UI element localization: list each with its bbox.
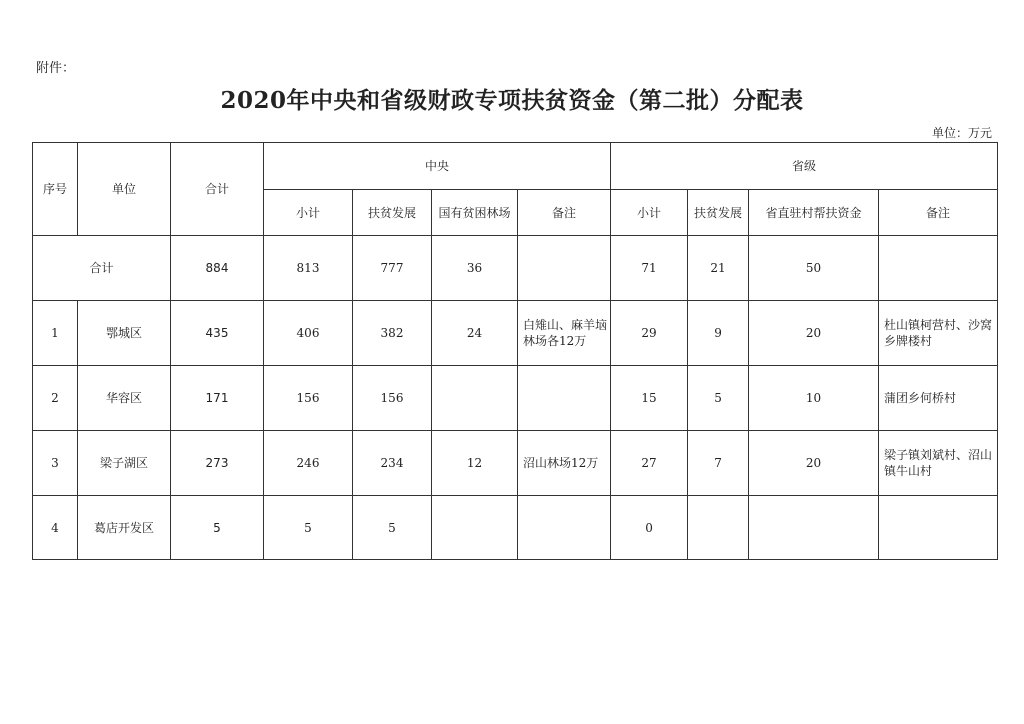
- table-row: [33, 431, 998, 496]
- row-seq: 3: [33, 431, 78, 496]
- row-provincial-subtotal: 29: [611, 301, 688, 366]
- row-central-forest: 24: [432, 301, 518, 366]
- header-total: 合计: [171, 143, 264, 236]
- row-central-forest: [432, 496, 518, 560]
- row-seq: 4: [33, 496, 78, 560]
- row-unit: 葛店开发区: [78, 496, 171, 560]
- row-unit: 华容区: [78, 366, 171, 431]
- row-central-subtotal: 406: [264, 301, 353, 366]
- total-row-provincial-dev: 21: [688, 236, 749, 301]
- row-provincial-village: 20: [749, 431, 879, 496]
- row-central-forest: 12: [432, 431, 518, 496]
- row-provincial-subtotal: 0: [611, 496, 688, 560]
- row-provincial-note: 蒲团乡何桥村: [879, 366, 998, 431]
- row-central-dev: 5: [353, 496, 432, 560]
- row-unit: 鄂城区: [78, 301, 171, 366]
- total-row-central-subtotal: 813: [264, 236, 353, 301]
- total-row-central-note: [518, 236, 611, 301]
- row-total: 435: [171, 301, 264, 366]
- row-central-note: 沼山林场12万: [518, 431, 611, 496]
- allocation-table: [32, 142, 998, 560]
- header-central-note: 备注: [518, 190, 611, 236]
- row-central-note: 白雉山、麻羊垴林场各12万: [518, 301, 611, 366]
- row-total: 5: [171, 496, 264, 560]
- row-provincial-note: 杜山镇柯营村、沙窝乡牌楼村: [879, 301, 998, 366]
- total-row-total: 884: [171, 236, 264, 301]
- header-provincial-note: 备注: [879, 190, 998, 236]
- header-unit: 单位: [78, 143, 171, 236]
- row-total: 171: [171, 366, 264, 431]
- row-unit: 梁子湖区: [78, 431, 171, 496]
- header-central-subtotal: 小计: [264, 190, 353, 236]
- row-provincial-village: 10: [749, 366, 879, 431]
- row-provincial-dev: 7: [688, 431, 749, 496]
- row-provincial-subtotal: 15: [611, 366, 688, 431]
- row-provincial-dev: 5: [688, 366, 749, 431]
- table-row: [33, 496, 998, 560]
- header-provincial: 省级: [611, 143, 998, 190]
- row-provincial-dev: 9: [688, 301, 749, 366]
- header-central: 中央: [264, 143, 611, 190]
- header-row-1: [33, 143, 998, 190]
- header-seq: 序号: [33, 143, 78, 236]
- row-central-dev: 234: [353, 431, 432, 496]
- attachment-label: 附件：: [36, 61, 76, 76]
- row-central-subtotal: 5: [264, 496, 353, 560]
- total-row-provincial-note: [879, 236, 998, 301]
- row-central-subtotal: 156: [264, 366, 353, 431]
- row-central-subtotal: 246: [264, 431, 353, 496]
- header-provincial-subtotal: 小计: [611, 190, 688, 236]
- row-seq: 1: [33, 301, 78, 366]
- total-row-provincial-subtotal: 71: [611, 236, 688, 301]
- total-row-label: 合计: [33, 236, 171, 301]
- row-provincial-village: 20: [749, 301, 879, 366]
- total-row: [33, 236, 998, 301]
- row-provincial-note: 梁子镇刘斌村、沼山镇牛山村: [879, 431, 998, 496]
- row-central-note: [518, 496, 611, 560]
- header-central-forest: 国有贫困林场: [432, 190, 518, 236]
- header-provincial-dev: 扶贫发展: [688, 190, 749, 236]
- unit-label: 单位：万元: [931, 126, 992, 140]
- row-total: 273: [171, 431, 264, 496]
- row-central-dev: 382: [353, 301, 432, 366]
- table-row: [33, 301, 998, 366]
- row-provincial-dev: [688, 496, 749, 560]
- row-provincial-note: [879, 496, 998, 560]
- total-row-central-forest: 36: [432, 236, 518, 301]
- total-row-provincial-village: 50: [749, 236, 879, 301]
- row-seq: 2: [33, 366, 78, 431]
- document-title: 2020年中央和省级财政专项扶贫资金（第二批）分配表: [220, 87, 804, 114]
- row-central-dev: 156: [353, 366, 432, 431]
- total-row-central-dev: 777: [353, 236, 432, 301]
- row-provincial-subtotal: 27: [611, 431, 688, 496]
- row-central-note: [518, 366, 611, 431]
- table-row: [33, 366, 998, 431]
- header-provincial-village: 省直驻村帮扶资金: [749, 190, 879, 236]
- row-central-forest: [432, 366, 518, 431]
- header-central-dev: 扶贫发展: [353, 190, 432, 236]
- row-provincial-village: [749, 496, 879, 560]
